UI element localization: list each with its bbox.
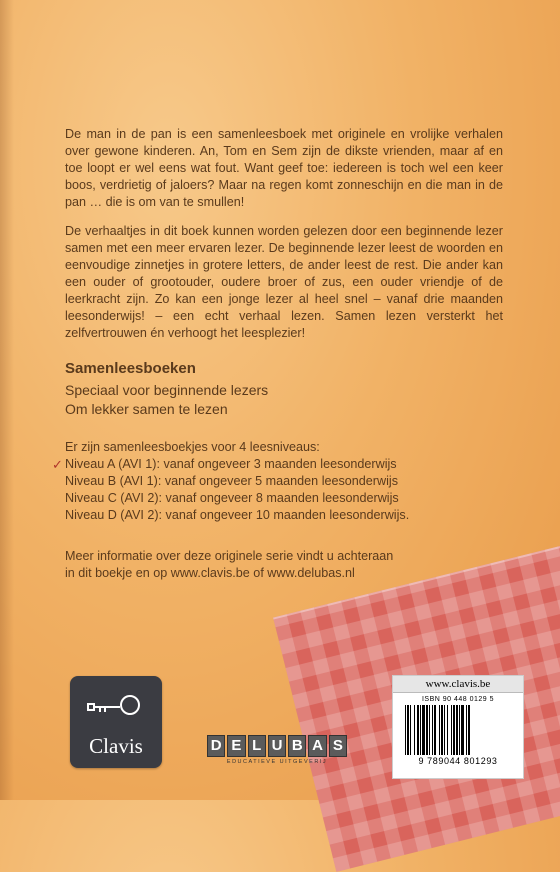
level-label: Niveau B (AVI 1): vanaf ongeveer 5 maanden leesonderwijs — [65, 474, 398, 488]
level-label: Niveau A (AVI 1): vanaf ongeveer 3 maanden leesonderwijs — [65, 457, 397, 471]
barcode-icon — [403, 705, 513, 755]
delubas-letters — [207, 735, 347, 757]
delubas-letter: L — [248, 735, 266, 757]
more-info-line-1: Meer informatie over deze originele serie vindt u achteraan — [65, 549, 394, 563]
isbn-number: ISBN 90 448 0129 5 — [421, 696, 495, 703]
series-title: Samenleesboeken — [65, 360, 196, 377]
delubas-logo — [207, 735, 347, 771]
series-subtitle-1: Speciaal voor beginnende lezers — [65, 382, 269, 398]
key-icon — [86, 690, 146, 726]
delubas-letter: A — [308, 735, 326, 757]
level-label: Niveau C (AVI 2): vanaf ongeveer 8 maanden leesonderwijs — [65, 491, 399, 505]
levels-intro: Er zijn samenleesboekjes voor 4 leesniveaus: — [65, 440, 320, 454]
back-cover-text — [52, 126, 503, 582]
delubas-letter: B — [288, 735, 306, 757]
level-item-b — [65, 473, 503, 490]
delubas-tagline: EDUCATIEVE UITGEVERIJ — [226, 759, 328, 765]
blurb-paragraph-2: De verhaaltjes in dit boek kunnen worden gelezen door een beginnende lezer samen met een meer ervaren lezer. De beginnende lezer leest de woorden en eenvoudige zinnetjes in grotere letters, de ander leest de rest. Die ander kan een ouder of grootouder, oudere broer of zus, een ouder vriendje of de leerkracht zijn. Zo kan een jonge lezer al heel snel – vanaf drie maanden leesonderwijs! – een echt verhaal lezen. Samen lezen versterkt het zelfvertrouwen én verhoogt het leesplezier! — [65, 224, 503, 340]
more-info-line-2: in dit boekje en op www.clavis.be of www.delubas.nl — [65, 566, 355, 580]
delubas-letter: E — [227, 735, 245, 757]
level-item-c — [65, 490, 503, 507]
spine-shadow — [0, 0, 14, 800]
publisher-website: www.clavis.be — [393, 676, 523, 693]
level-item-a — [52, 456, 503, 473]
more-info — [65, 548, 503, 582]
delubas-letter: S — [329, 735, 347, 757]
publisher-name: Clavis — [89, 734, 143, 758]
check-icon: ✓ — [52, 457, 63, 472]
series-subtitle-2: Om lekker samen te lezen — [65, 401, 228, 417]
ean-number: 9 789044 801293 — [418, 756, 498, 766]
blurb-paragraph-1: De man in de pan is een samenleesboek met originele en vrolijke verhalen over gewone kinderen. An, Tom en Sem zijn de dikste vrienden, maar af en toe loopt er wel eens wat fout. Want geef toe: iedereen is toch wel een keer boos, verdrietig of jaloers? Maar na regen komt zonneschijn en die man in de pan … die is om van te smullen! — [65, 127, 503, 209]
levels-list — [52, 456, 503, 524]
delubas-letter: U — [268, 735, 286, 757]
barcode-label — [392, 675, 524, 779]
level-label: Niveau D (AVI 2): vanaf ongeveer 10 maanden leesonderwijs. — [65, 508, 410, 522]
clavis-logo — [70, 676, 162, 768]
delubas-letter: D — [207, 735, 225, 757]
level-item-d — [65, 507, 503, 524]
